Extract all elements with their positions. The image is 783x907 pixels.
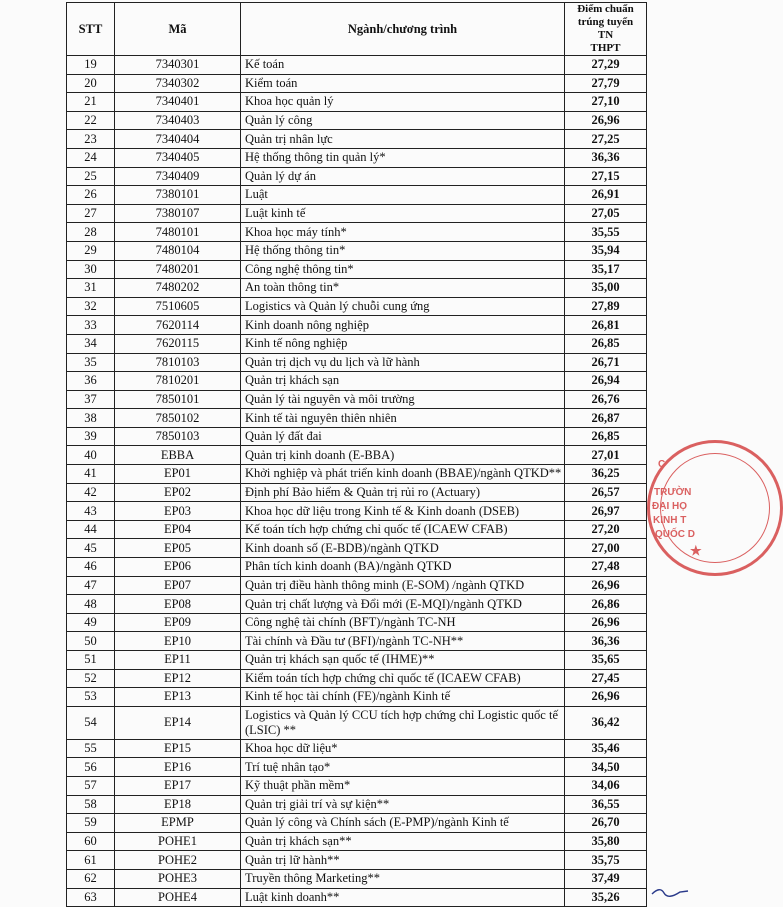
table-row: [67, 56, 647, 75]
table-row: [67, 651, 647, 670]
row-program: Kinh tế tài nguyên thiên nhiên: [241, 409, 565, 428]
row-program: Quản trị điều hành thông minh (E-SOM) /ngành QTKD: [241, 576, 565, 595]
table-row: [67, 279, 647, 298]
row-code: 7480201: [115, 260, 241, 279]
table-row: [67, 688, 647, 707]
table-header-row: [67, 3, 647, 56]
row-program: Khởi nghiệp và phát triển kinh doanh (BBAE)/ngành QTKD**: [241, 465, 565, 484]
table-row: [67, 539, 647, 558]
row-stt: 30: [67, 260, 115, 279]
row-score: 36,25: [565, 465, 647, 484]
table-row: [67, 632, 647, 651]
row-stt: 54: [67, 706, 115, 739]
row-program: Định phí Bảo hiểm & Quản trị rủi ro (Actuary): [241, 483, 565, 502]
row-program: Khoa học dữ liệu*: [241, 739, 565, 758]
row-stt: 45: [67, 539, 115, 558]
row-program: Công nghệ thông tin*: [241, 260, 565, 279]
row-score: 26,91: [565, 186, 647, 205]
table-row: [67, 613, 647, 632]
row-score: 26,85: [565, 334, 647, 353]
table-row: [67, 888, 647, 907]
row-program: Kế toán tích hợp chứng chỉ quốc tế (ICAEW CFAB): [241, 520, 565, 539]
row-stt: 31: [67, 279, 115, 298]
row-code: EP11: [115, 651, 241, 670]
table-row: [67, 758, 647, 777]
seal-text: KINH T: [653, 515, 687, 526]
row-score: 36,55: [565, 795, 647, 814]
table-row: [67, 390, 647, 409]
table-row: [67, 520, 647, 539]
row-score: 26,70: [565, 814, 647, 833]
row-score: 27,79: [565, 74, 647, 93]
row-code: 7340401: [115, 93, 241, 112]
row-code: 7340409: [115, 167, 241, 186]
admission-score-table: [66, 2, 647, 907]
row-score: 37,49: [565, 869, 647, 888]
table-row: [67, 334, 647, 353]
row-score: 35,26: [565, 888, 647, 907]
row-score: 35,00: [565, 279, 647, 298]
row-program: Quản trị chất lượng và Đổi mới (E-MQI)/ngành QTKD: [241, 595, 565, 614]
row-code: 7340301: [115, 56, 241, 75]
table-row: [67, 502, 647, 521]
row-program: Quản trị giải trí và sự kiện**: [241, 795, 565, 814]
row-program: Quản trị khách sạn**: [241, 832, 565, 851]
table-row: [67, 832, 647, 851]
row-code: 7620115: [115, 334, 241, 353]
row-code: EP18: [115, 795, 241, 814]
table-row: [67, 869, 647, 888]
row-program: Trí tuệ nhân tạo*: [241, 758, 565, 777]
row-stt: 27: [67, 204, 115, 223]
row-code: EP10: [115, 632, 241, 651]
row-program: Hệ thống thông tin*: [241, 241, 565, 260]
header-program: Ngành/chương trình: [241, 3, 565, 56]
row-score: 27,25: [565, 130, 647, 149]
row-code: 7480104: [115, 241, 241, 260]
row-stt: 37: [67, 390, 115, 409]
row-stt: 33: [67, 316, 115, 335]
table-row: [67, 795, 647, 814]
row-score: 26,85: [565, 427, 647, 446]
row-program: Quản lý công và Chính sách (E-PMP)/ngành Kinh tế: [241, 814, 565, 833]
row-code: EP01: [115, 465, 241, 484]
row-program: Quản lý đất đai: [241, 427, 565, 446]
row-code: POHE3: [115, 869, 241, 888]
table-row: [67, 167, 647, 186]
row-code: EP08: [115, 595, 241, 614]
row-stt: 35: [67, 353, 115, 372]
row-code: 7810103: [115, 353, 241, 372]
row-program: Quản lý tài nguyên và môi trường: [241, 390, 565, 409]
seal-text: C: [658, 459, 666, 470]
row-stt: 50: [67, 632, 115, 651]
row-stt: 56: [67, 758, 115, 777]
row-code: 7810201: [115, 372, 241, 391]
row-stt: 38: [67, 409, 115, 428]
row-code: EP03: [115, 502, 241, 521]
row-program: Quản lý công: [241, 111, 565, 130]
row-stt: 60: [67, 832, 115, 851]
row-code: 7850102: [115, 409, 241, 428]
row-code: 7480101: [115, 223, 241, 242]
row-score: 26,97: [565, 502, 647, 521]
row-score: 35,65: [565, 651, 647, 670]
row-code: 7340403: [115, 111, 241, 130]
row-program: Kỹ thuật phần mềm*: [241, 776, 565, 795]
row-program: Luật kinh tế: [241, 204, 565, 223]
row-program: Quản lý dự án: [241, 167, 565, 186]
row-score: 36,42: [565, 706, 647, 739]
row-code: 7340302: [115, 74, 241, 93]
table-row: [67, 427, 647, 446]
row-code: EP15: [115, 739, 241, 758]
row-stt: 36: [67, 372, 115, 391]
row-stt: 53: [67, 688, 115, 707]
row-score: 27,15: [565, 167, 647, 186]
row-program: Khoa học quản lý: [241, 93, 565, 112]
row-program: Quản trị dịch vụ du lịch và lữ hành: [241, 353, 565, 372]
row-score: 26,87: [565, 409, 647, 428]
row-code: 7340405: [115, 148, 241, 167]
row-score: 27,20: [565, 520, 647, 539]
row-program: Quản trị kinh doanh (E-BBA): [241, 446, 565, 465]
row-score: 27,48: [565, 558, 647, 577]
row-score: 26,94: [565, 372, 647, 391]
row-code: EBBA: [115, 446, 241, 465]
table-row: [67, 706, 647, 739]
row-score: 26,96: [565, 613, 647, 632]
table-row: [67, 260, 647, 279]
table-row: [67, 316, 647, 335]
row-score: 35,46: [565, 739, 647, 758]
row-score: 27,10: [565, 93, 647, 112]
row-score: 27,01: [565, 446, 647, 465]
row-program: Kiểm toán: [241, 74, 565, 93]
row-stt: 19: [67, 56, 115, 75]
row-stt: 29: [67, 241, 115, 260]
table-row: [67, 93, 647, 112]
table-row: [67, 669, 647, 688]
row-stt: 58: [67, 795, 115, 814]
table-row: [67, 446, 647, 465]
row-stt: 52: [67, 669, 115, 688]
row-code: EP14: [115, 706, 241, 739]
row-score: 26,71: [565, 353, 647, 372]
row-code: EP16: [115, 758, 241, 777]
row-program: Quản trị lữ hành**: [241, 851, 565, 870]
row-score: 27,00: [565, 539, 647, 558]
row-program: Logistics và Quản lý CCU tích hợp chứng chỉ Logistic quốc tế (LSIC) **: [241, 706, 565, 739]
row-code: EP05: [115, 539, 241, 558]
row-stt: 55: [67, 739, 115, 758]
row-stt: 49: [67, 613, 115, 632]
row-stt: 34: [67, 334, 115, 353]
star-icon: ★: [690, 543, 702, 558]
row-code: 7510605: [115, 297, 241, 316]
row-code: 7850103: [115, 427, 241, 446]
row-code: EP06: [115, 558, 241, 577]
row-stt: 22: [67, 111, 115, 130]
row-score: 26,96: [565, 576, 647, 595]
row-program: Truyền thông Marketing**: [241, 869, 565, 888]
row-stt: 44: [67, 520, 115, 539]
row-program: Phân tích kinh doanh (BA)/ngành QTKD: [241, 558, 565, 577]
row-score: 27,89: [565, 297, 647, 316]
row-stt: 25: [67, 167, 115, 186]
row-stt: 46: [67, 558, 115, 577]
row-code: EP17: [115, 776, 241, 795]
row-code: 7480202: [115, 279, 241, 298]
table-row: [67, 372, 647, 391]
row-score: 35,80: [565, 832, 647, 851]
table-row: [67, 148, 647, 167]
row-program: Khoa học máy tính*: [241, 223, 565, 242]
row-stt: 42: [67, 483, 115, 502]
table-row: [67, 739, 647, 758]
table-row: [67, 74, 647, 93]
table-row: [67, 776, 647, 795]
row-score: 34,06: [565, 776, 647, 795]
row-program: Kinh doanh số (E-BDB)/ngành QTKD: [241, 539, 565, 558]
row-stt: 26: [67, 186, 115, 205]
row-stt: 51: [67, 651, 115, 670]
row-stt: 21: [67, 93, 115, 112]
row-code: EP04: [115, 520, 241, 539]
row-stt: 20: [67, 74, 115, 93]
row-code: 7380107: [115, 204, 241, 223]
row-stt: 39: [67, 427, 115, 446]
row-code: POHE2: [115, 851, 241, 870]
row-stt: 23: [67, 130, 115, 149]
row-score: 36,36: [565, 148, 647, 167]
row-stt: 40: [67, 446, 115, 465]
table-row: [67, 409, 647, 428]
row-stt: 43: [67, 502, 115, 521]
table-row: [67, 223, 647, 242]
row-stt: 61: [67, 851, 115, 870]
row-score: 35,55: [565, 223, 647, 242]
row-program: Quản trị nhân lực: [241, 130, 565, 149]
row-score: 27,05: [565, 204, 647, 223]
row-stt: 63: [67, 888, 115, 907]
row-score: 27,45: [565, 669, 647, 688]
row-stt: 47: [67, 576, 115, 595]
row-code: EP13: [115, 688, 241, 707]
row-stt: 24: [67, 148, 115, 167]
table-row: [67, 595, 647, 614]
row-program: Luật: [241, 186, 565, 205]
row-program: Kinh tế học tài chính (FE)/ngành Kinh tế: [241, 688, 565, 707]
row-program: Hệ thống thông tin quản lý*: [241, 148, 565, 167]
table-row: [67, 241, 647, 260]
row-code: EP09: [115, 613, 241, 632]
row-score: 35,94: [565, 241, 647, 260]
row-code: POHE1: [115, 832, 241, 851]
table-body: [67, 56, 647, 907]
row-stt: 62: [67, 869, 115, 888]
table-row: [67, 297, 647, 316]
table-row: [67, 204, 647, 223]
row-stt: 59: [67, 814, 115, 833]
row-score: 36,36: [565, 632, 647, 651]
row-stt: 48: [67, 595, 115, 614]
row-code: EP12: [115, 669, 241, 688]
row-program: Kinh doanh nông nghiệp: [241, 316, 565, 335]
row-program: Quản trị khách sạn quốc tế (IHME)**: [241, 651, 565, 670]
row-score: 26,96: [565, 688, 647, 707]
row-code: 7380101: [115, 186, 241, 205]
red-seal-stamp: [647, 440, 783, 576]
row-score: 35,75: [565, 851, 647, 870]
row-stt: 41: [67, 465, 115, 484]
row-program: Kinh tế nông nghiệp: [241, 334, 565, 353]
row-code: EPMP: [115, 814, 241, 833]
table-row: [67, 814, 647, 833]
row-program: Kế toán: [241, 56, 565, 75]
row-program: Khoa học dữ liệu trong Kinh tế & Kinh doanh (DSEB): [241, 502, 565, 521]
row-code: 7620114: [115, 316, 241, 335]
row-program: Logistics và Quản lý chuỗi cung ứng: [241, 297, 565, 316]
row-stt: 57: [67, 776, 115, 795]
table-row: [67, 558, 647, 577]
seal-text: TRƯỜN: [654, 487, 692, 498]
row-program: Luật kinh doanh**: [241, 888, 565, 907]
row-program: An toàn thông tin*: [241, 279, 565, 298]
table-row: [67, 576, 647, 595]
table-row: [67, 111, 647, 130]
row-code: 7340404: [115, 130, 241, 149]
row-score: 26,81: [565, 316, 647, 335]
signature-mark: [650, 884, 690, 898]
table-row: [67, 130, 647, 149]
table-row: [67, 851, 647, 870]
row-program: Tài chính và Đầu tư (BFI)/ngành TC-NH**: [241, 632, 565, 651]
header-code: Mã: [115, 3, 241, 56]
row-code: EP07: [115, 576, 241, 595]
table-row: [67, 483, 647, 502]
table-row: [67, 186, 647, 205]
header-stt: STT: [67, 3, 115, 56]
row-score: 34,50: [565, 758, 647, 777]
row-code: EP02: [115, 483, 241, 502]
row-score: 27,29: [565, 56, 647, 75]
row-program: Quản trị khách sạn: [241, 372, 565, 391]
seal-text: ĐẠI HỌ: [652, 501, 687, 512]
seal-text: QUỐC D: [655, 529, 695, 540]
row-stt: 28: [67, 223, 115, 242]
table-row: [67, 465, 647, 484]
row-score: 26,76: [565, 390, 647, 409]
row-code: POHE4: [115, 888, 241, 907]
row-score: 35,17: [565, 260, 647, 279]
table-row: [67, 353, 647, 372]
row-program: Kiểm toán tích hợp chứng chỉ quốc tế (ICAEW CFAB): [241, 669, 565, 688]
row-program: Công nghệ tài chính (BFT)/ngành TC-NH: [241, 613, 565, 632]
row-score: 26,86: [565, 595, 647, 614]
row-stt: 32: [67, 297, 115, 316]
row-code: 7850101: [115, 390, 241, 409]
row-score: 26,57: [565, 483, 647, 502]
row-score: 26,96: [565, 111, 647, 130]
header-score: Điểm chuẩn trúng tuyển TN THPT: [565, 3, 647, 56]
